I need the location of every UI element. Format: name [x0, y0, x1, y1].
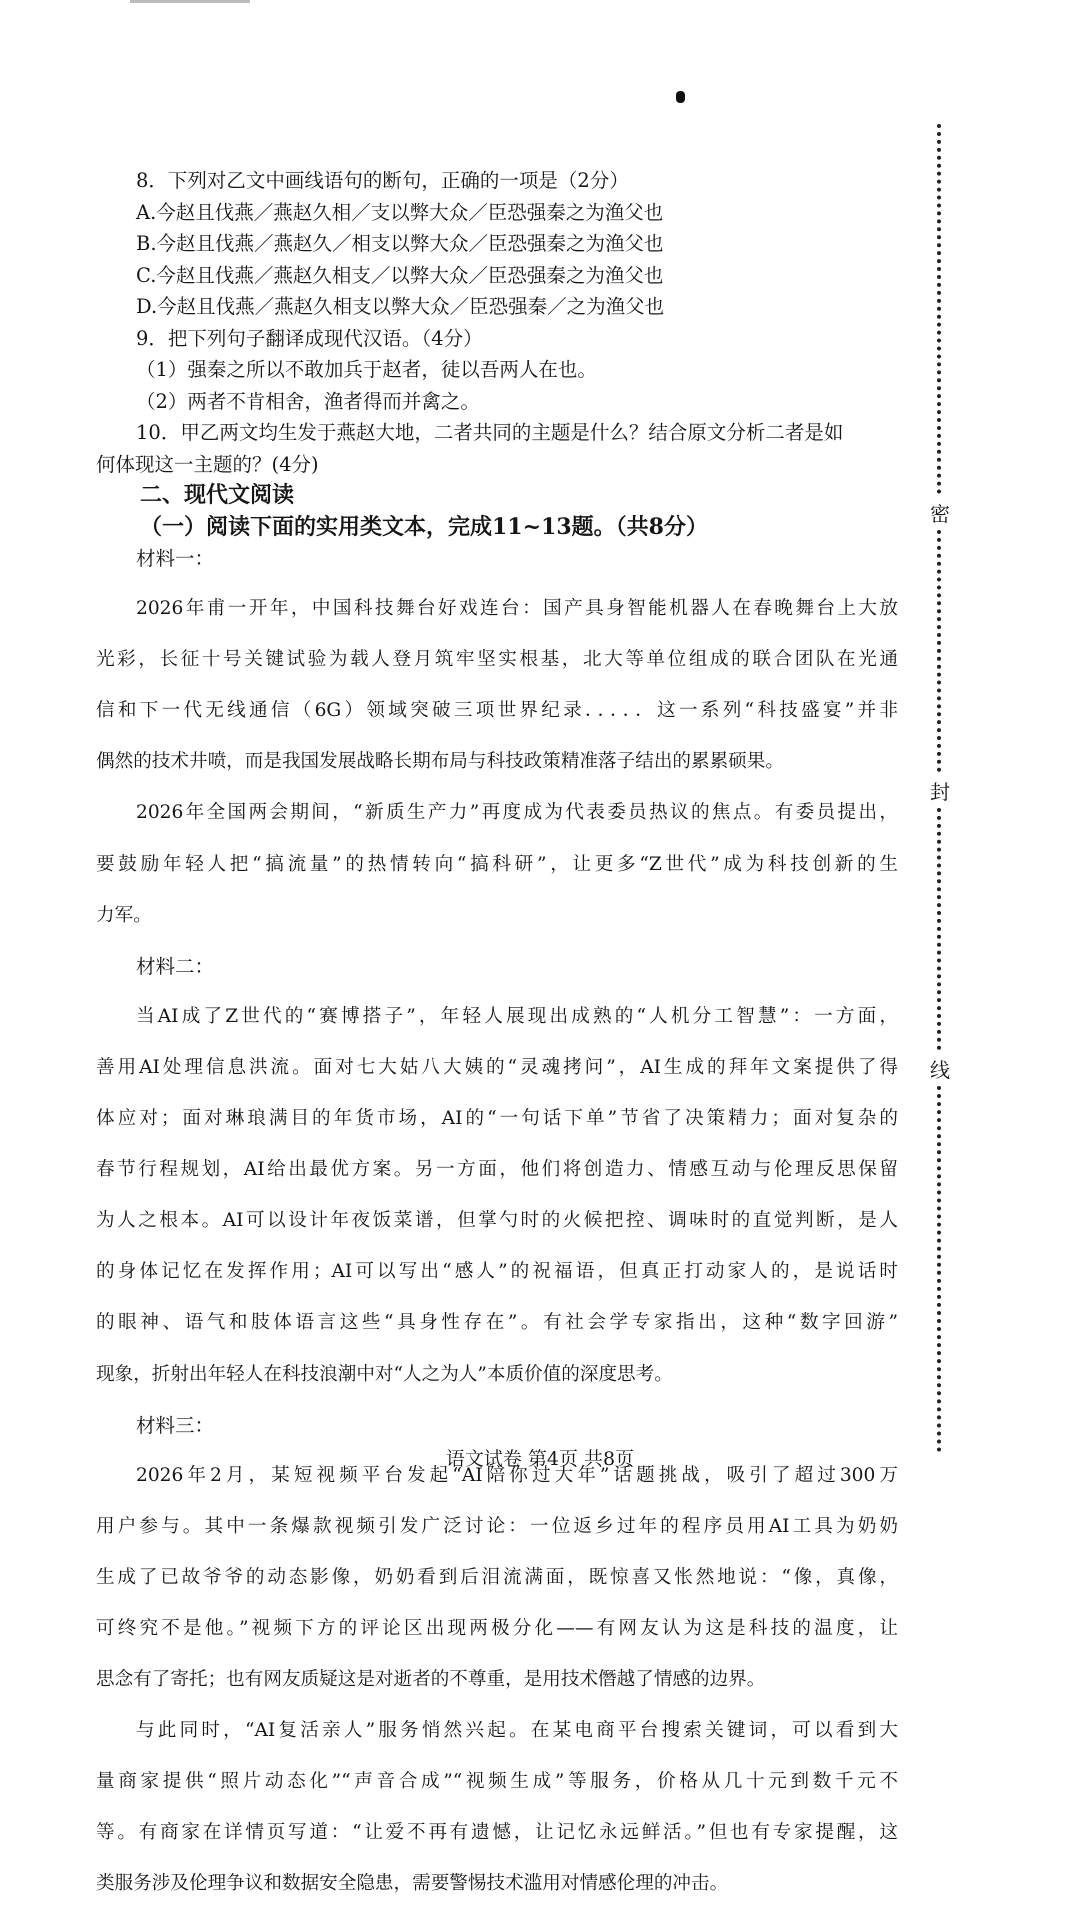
question-10-line-2: 何体现这一主题的？(4分)	[96, 452, 319, 476]
binding-dots	[937, 530, 941, 772]
scan-edge-mark	[130, 0, 250, 3]
binding-dots	[937, 808, 941, 1050]
material-2-line: 当AI成了Z世代的“赛博搭子”，年轻人展现出成熟的“人机分工智慧”：一方面，	[136, 1005, 898, 1027]
question-8: 8．下列对乙文中画线语句的断句，正确的一项是（2分）	[136, 169, 629, 192]
material-2-line: 为人之根本。AI可以设计年夜饭菜谱，但掌勺时的火候把控、调味时的直觉判断，是人	[96, 1210, 898, 1232]
page-content	[96, 165, 898, 1920]
material-1-p2-line: 力军。	[96, 904, 152, 926]
binding-char-feng: 封	[928, 776, 952, 805]
material-2-line: 善用AI处理信息洪流。面对七大姑八大姨的“灵魂拷问”，AI生成的拜年文案提供了得	[96, 1056, 898, 1078]
material-2-line: 现象，折射出年轻人在科技浪潮中对“人之为人”本质价值的深度思考。	[96, 1363, 673, 1385]
material-1-p1-line: 信和下一代无线通信（6G）领域突破三项世界纪录．．．．．这一系列“科技盛宴”并非	[96, 700, 898, 722]
material-1-p1-line: 2026年甫一开年，中国科技舞台好戏连台：国产具身智能机器人在春晚舞台上大放	[136, 598, 898, 620]
material-3-p2-line: 量商家提供“照片动态化”“声音合成”“视频生成”等服务，价格从几十元到数千元不	[96, 1771, 898, 1793]
material-1-label: 材料一：	[136, 547, 215, 570]
q8-option-d: D.今赵且伐燕／燕赵久相支以弊大众／臣恐强秦／之为渔父也	[136, 295, 665, 318]
q8-option-a: A.今赵且伐燕／燕赵久相／支以弊大众／臣恐强秦之为渔父也	[136, 200, 664, 224]
ink-dot	[676, 91, 685, 103]
page-footer: 语文试卷 第4页 共8页	[445, 1448, 635, 1470]
material-3-p1-line: 生成了已故爷爷的动态影像，奶奶看到后泪流满面，既惊喜又怅然地说：“像，真像，	[96, 1566, 898, 1588]
material-1-p2-line: 要鼓励年轻人把“搞流量”的热情转向“搞科研”，让更多“Z世代”成为科技创新的生	[96, 853, 898, 875]
question-10-line-1: 10．甲乙两文均生发于燕赵大地，二者共同的主题是什么？结合原文分析二者是如	[136, 421, 844, 444]
material-3-label: 材料三：	[136, 1413, 215, 1437]
material-1-p1-line: 光彩，长征十号关键试验为载人登月筑牢坚实根基，北大等单位组成的联合团队在光通	[96, 649, 898, 671]
binding-dots	[937, 1086, 941, 1452]
q9-item-1: （1）强秦之所以不敢加兵于赵者，徒以吾两人在也。	[136, 358, 597, 381]
material-3-p1-line: 2026年2月，某短视频平台发起“AI陪你过大年”话题挑战，吸引了超过300万	[136, 1464, 898, 1486]
binding-line	[920, 120, 960, 1460]
material-2-line: 的身体记忆在发挥作用；AI可以写出“感人”的祝福语，但真正打动家人的，是说话时	[96, 1261, 898, 1283]
material-3-p2-line: 等。有商家在详情页写道：“让爱不再有遗憾，让记忆永远鲜活。”但也有专家提醒，这	[96, 1822, 898, 1844]
material-2-line: 春节行程规划，AI给出最优方案。另一方面，他们将创造力、情感互动与伦理反思保留	[96, 1159, 898, 1181]
material-2-label: 材料二：	[136, 954, 215, 978]
section-title: 二、现代文阅读	[140, 482, 295, 508]
material-1-p1-line: 偶然的技术井喷，而是我国发展战略长期布局与科技政策精准落子结出的累累硕果。	[96, 751, 784, 773]
material-1-p2-line: 2026年全国两会期间，“新质生产力”再度成为代表委员热议的焦点。有委员提出，	[136, 802, 898, 824]
q8-option-c: C.今赵且伐燕／燕赵久相支／以弊大众／臣恐强秦之为渔父也	[136, 263, 664, 287]
material-3-p2-line: 与此同时，“AI复活亲人”服务悄然兴起。在某电商平台搜索关键词，可以看到大	[136, 1720, 898, 1742]
binding-char-mi: 密	[928, 498, 952, 527]
binding-dots	[937, 124, 941, 494]
material-3-p1-line: 可终究不是他。”视频下方的评论区出现两极分化——有网友认为这是科技的温度，让	[96, 1617, 898, 1639]
section-subtitle: （一）阅读下面的实用类文本，完成11~13题。（共8分）	[140, 513, 708, 540]
material-3-p2-line: 类服务涉及伦理争议和数据安全隐患，需要警惕技术滥用对情感伦理的冲击。	[96, 1873, 729, 1895]
material-2-line: 的眼神、语气和肢体语言这些“具身性存在”。有社会学专家指出，这种“数字回游”	[96, 1312, 898, 1334]
question-9: 9．把下列句子翻译成现代汉语。（4分）	[136, 326, 483, 350]
material-3-p1-line: 思念有了寄托；也有网友质疑这是对逝者的不尊重，是用技术僭越了情感的边界。	[96, 1669, 766, 1691]
q9-item-2: （2）两者不肯相舍，渔者得而并禽之。	[136, 389, 480, 413]
q8-option-b: B.今赵且伐燕／燕赵久／相支以弊大众／臣恐强秦之为渔父也	[136, 232, 664, 255]
material-3-p1-line: 用户参与。其中一条爆款视频引发广泛讨论：一位返乡过年的程序员用AI工具为奶奶	[96, 1515, 898, 1537]
binding-char-xian: 线	[928, 1054, 952, 1083]
material-2-line: 体应对；面对琳琅满目的年货市场，AI的“一句话下单”节省了决策精力；面对复杂的	[96, 1108, 898, 1130]
